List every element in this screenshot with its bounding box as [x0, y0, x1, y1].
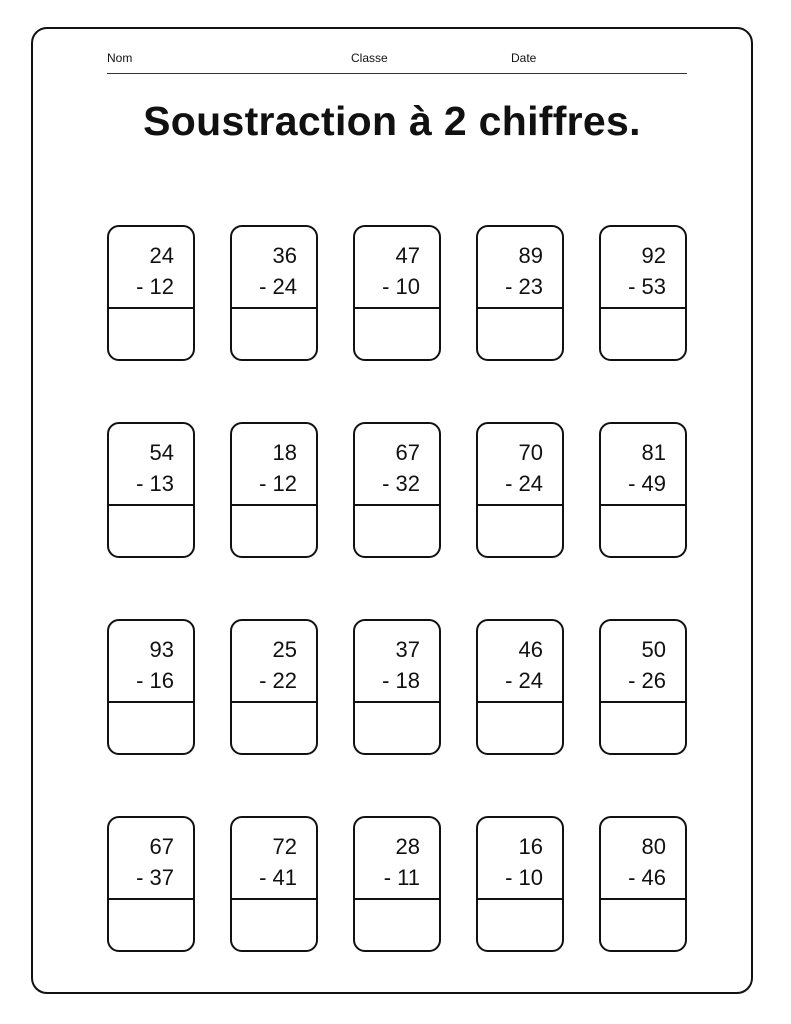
class-label: Classe: [351, 51, 388, 65]
problem-card: [230, 816, 318, 952]
subtrahend: - 24: [505, 668, 543, 693]
subtrahend: - 41: [259, 865, 297, 890]
answer-box[interactable]: [355, 900, 439, 950]
operation-area: [109, 424, 193, 506]
problem-card: [230, 225, 318, 361]
problem-card: [353, 225, 441, 361]
problem-card: [476, 816, 564, 952]
subtrahend: - 11: [383, 865, 420, 890]
operation-area: [601, 227, 685, 309]
answer-box[interactable]: [601, 900, 685, 950]
minuend: 24: [149, 243, 174, 268]
subtrahend: - 13: [136, 471, 174, 496]
answer-box[interactable]: [232, 309, 316, 359]
operation-area: [355, 227, 439, 309]
problem-card: [353, 816, 441, 952]
subtrahend: - 18: [382, 668, 420, 693]
problem-card: [599, 619, 687, 755]
subtrahend: - 26: [628, 668, 666, 693]
subtrahend: - 46: [628, 865, 666, 890]
minuend: 25: [272, 637, 297, 662]
problem-card: [599, 422, 687, 558]
subtrahend: - 24: [259, 274, 297, 299]
subtrahend: - 12: [136, 274, 174, 299]
problem-grid: [107, 225, 687, 953]
problem-card: [599, 816, 687, 952]
page-title: Soustraction à 2 chiffres.: [143, 98, 641, 144]
problem-card: [599, 225, 687, 361]
minuend: 36: [272, 243, 297, 268]
answer-box[interactable]: [109, 900, 193, 950]
operation-area: [232, 227, 316, 309]
operation-area: [478, 818, 562, 900]
answer-box[interactable]: [232, 703, 316, 753]
operation-area: [478, 621, 562, 703]
answer-box[interactable]: [478, 506, 562, 556]
problem-card: [107, 225, 195, 361]
minuend: 92: [641, 243, 666, 268]
operation-area: [232, 424, 316, 506]
date-label: Date: [511, 51, 537, 65]
name-label: Nom: [107, 51, 133, 65]
subtrahend: - 12: [259, 471, 297, 496]
answer-box[interactable]: [355, 309, 439, 359]
answer-box[interactable]: [109, 506, 193, 556]
minuend: 67: [395, 440, 420, 465]
minuend: 70: [518, 440, 543, 465]
minuend: 28: [395, 834, 420, 859]
answer-box[interactable]: [109, 309, 193, 359]
minuend: 37: [395, 637, 420, 662]
subtrahend: - 16: [136, 668, 174, 693]
answer-box[interactable]: [601, 506, 685, 556]
operation-area: [478, 424, 562, 506]
subtrahend: - 23: [505, 274, 543, 299]
minuend: 81: [641, 440, 666, 465]
operation-area: [601, 621, 685, 703]
operation-area: [109, 227, 193, 309]
answer-box[interactable]: [355, 506, 439, 556]
operation-area: [232, 621, 316, 703]
minuend: 47: [395, 243, 420, 268]
answer-box[interactable]: [232, 900, 316, 950]
subtrahend: - 10: [505, 865, 543, 890]
problem-card: [476, 225, 564, 361]
operation-area: [601, 424, 685, 506]
worksheet-page: [31, 27, 753, 994]
problem-card: [353, 619, 441, 755]
problem-card: [476, 422, 564, 558]
problem-card: [107, 619, 195, 755]
operation-area: [109, 621, 193, 703]
minuend: 50: [641, 637, 666, 662]
minuend: 80: [641, 834, 666, 859]
subtrahend: - 22: [259, 668, 297, 693]
answer-box[interactable]: [601, 703, 685, 753]
minuend: 46: [518, 637, 543, 662]
problem-card: [107, 422, 195, 558]
student-info-header: [107, 51, 687, 74]
operation-area: [355, 621, 439, 703]
minuend: 72: [272, 834, 297, 859]
operation-area: [355, 818, 439, 900]
answer-box[interactable]: [478, 309, 562, 359]
subtrahend: - 49: [628, 471, 666, 496]
problem-card: [476, 619, 564, 755]
problem-card: [230, 422, 318, 558]
answer-box[interactable]: [601, 309, 685, 359]
subtrahend: - 32: [382, 471, 420, 496]
minuend: 16: [518, 834, 543, 859]
answer-box[interactable]: [355, 703, 439, 753]
answer-box[interactable]: [232, 506, 316, 556]
subtrahend: - 53: [628, 274, 666, 299]
answer-box[interactable]: [478, 900, 562, 950]
operation-area: [478, 227, 562, 309]
minuend: 54: [149, 440, 174, 465]
problem-card: [107, 816, 195, 952]
operation-area: [109, 818, 193, 900]
subtrahend: - 24: [505, 471, 543, 496]
minuend: 89: [518, 243, 543, 268]
operation-area: [232, 818, 316, 900]
operation-area: [355, 424, 439, 506]
minuend: 93: [149, 637, 174, 662]
minuend: 18: [272, 440, 297, 465]
operation-area: [601, 818, 685, 900]
problem-card: [353, 422, 441, 558]
minuend: 67: [149, 834, 174, 859]
answer-box[interactable]: [478, 703, 562, 753]
subtrahend: - 37: [136, 865, 174, 890]
answer-box[interactable]: [109, 703, 193, 753]
problem-card: [230, 619, 318, 755]
subtrahend: - 10: [382, 274, 420, 299]
